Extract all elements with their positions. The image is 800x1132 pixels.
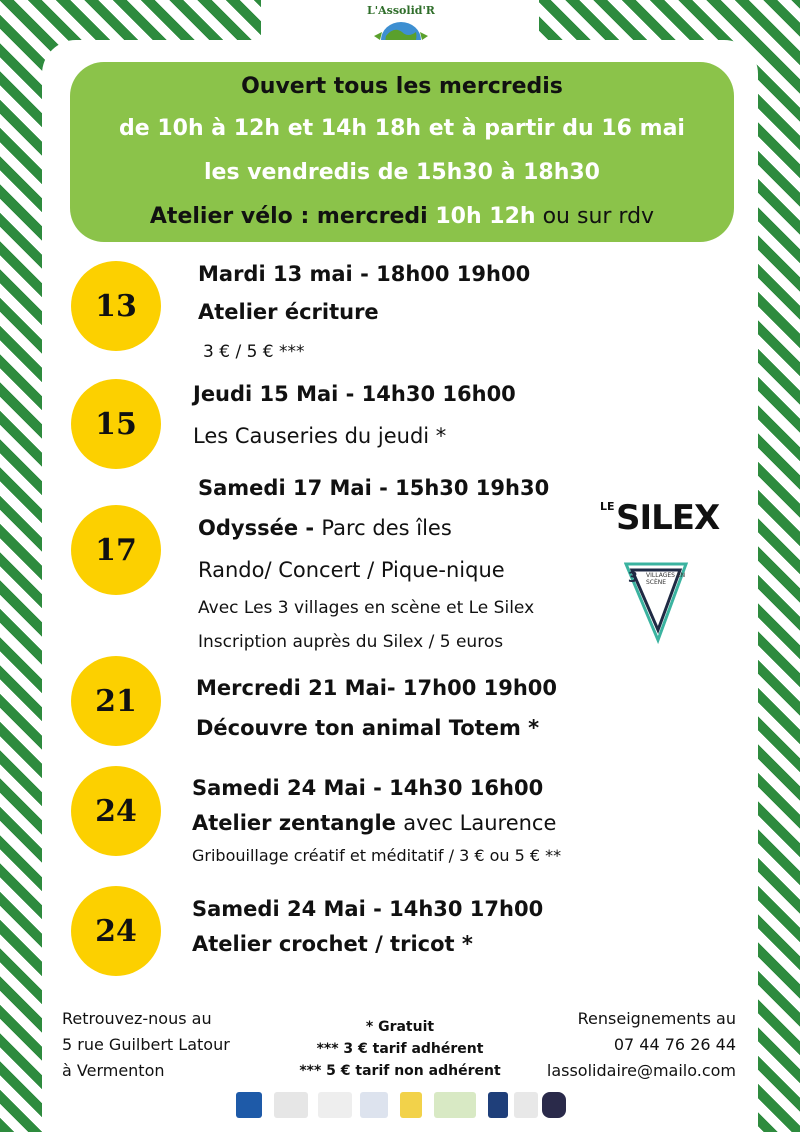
date-circle: 13 [71,261,161,351]
event-name: Atelier crochet / tricot * [192,932,473,956]
partner-logo [400,1092,422,1118]
address-line: 5 rue Guilbert Latour [62,1035,230,1054]
event-name: Les Causeries du jeudi * [193,424,447,448]
address-line: Retrouvez-nous au [62,1009,212,1028]
silex-logo [598,494,720,544]
event-title: Samedi 24 Mai - 14h30 16h00 [192,776,544,800]
opening-hours-box [70,62,734,242]
legend-line: * Gratuit [365,1019,435,1035]
address-line: à Vermenton [62,1061,165,1080]
contact-email: lassolidaire@mailo.com [546,1061,736,1080]
date-circle: 24 [71,886,161,976]
partner-logo [360,1092,388,1118]
event-name: Découvre ton animal Totem * [196,716,540,740]
silex-logo-le: LE [600,500,615,513]
event-title: Mardi 13 mai - 18h00 19h00 [198,262,531,286]
event-partners: Avec Les 3 villages en scène et Le Silex [198,598,535,618]
event-name-bold: Odyssée - [198,516,322,540]
contact-block [547,1006,736,1084]
event-title: Samedi 17 Mai - 15h30 19h30 [198,476,550,500]
hours-line-4 [70,202,734,232]
bike-workshop-hours: 10h 12h [435,204,536,229]
bike-workshop-rdv: ou sur rdv [535,204,655,229]
partner-logo [236,1092,262,1118]
contact-phone: 07 44 76 26 44 [613,1035,736,1054]
partner-logos-strip [236,1088,576,1122]
svg-text:3: 3 [628,570,638,586]
event-description: Gribouillage créatif et méditatif / 3 € ou 5 € ** [192,846,562,865]
event-name-rest: Parc des îles [321,516,452,540]
event-name-bold: Atelier zentangle [192,811,404,835]
date-circle: 21 [71,656,161,746]
hours-line-2: de 10h à 12h et 14h 18h et à partir du 16 mai [119,116,685,141]
legend-line: *** 3 € tarif adhérent [316,1041,484,1057]
partner-logo [318,1092,352,1118]
logo-text: L'Assolid'R [367,4,435,17]
three-villages-logo [624,560,694,646]
address-block [62,1006,230,1084]
silex-logo-word: SILEX [616,498,720,538]
pricing-legend [280,1016,520,1082]
event-name [198,516,452,540]
partner-logo [542,1092,566,1118]
event-name-rest: avec Laurence [403,811,557,835]
event-registration: Inscription auprès du Silex / 5 euros [198,632,504,652]
hours-line-3: les vendredis de 15h30 à 18h30 [204,160,600,185]
event-title: Mercredi 21 Mai- 17h00 19h00 [196,676,558,700]
bike-workshop-label: Atelier vélo : mercredi [149,204,436,229]
event-price: 3 € / 5 € *** [203,342,305,362]
villages-logo-text: VILLAGES EN SCÈNE [646,572,686,586]
date-circle: 24 [71,766,161,856]
event-title: Samedi 24 Mai - 14h30 17h00 [192,897,544,921]
hours-line-1: Ouvert tous les mercredis [241,74,563,99]
event-activities: Rando/ Concert / Pique-nique [198,558,505,582]
contact-line: Renseignements au [577,1009,736,1028]
partner-logo [488,1092,508,1118]
partner-logo [274,1092,308,1118]
legend-line: *** 5 € tarif non adhérent [299,1063,501,1079]
partner-logo [434,1092,476,1118]
event-name: Atelier écriture [198,300,379,324]
partner-logo [514,1092,538,1118]
event-name [192,811,556,835]
date-circle: 15 [71,379,161,469]
date-circle: 17 [71,505,161,595]
event-title: Jeudi 15 Mai - 14h30 16h00 [193,382,516,406]
